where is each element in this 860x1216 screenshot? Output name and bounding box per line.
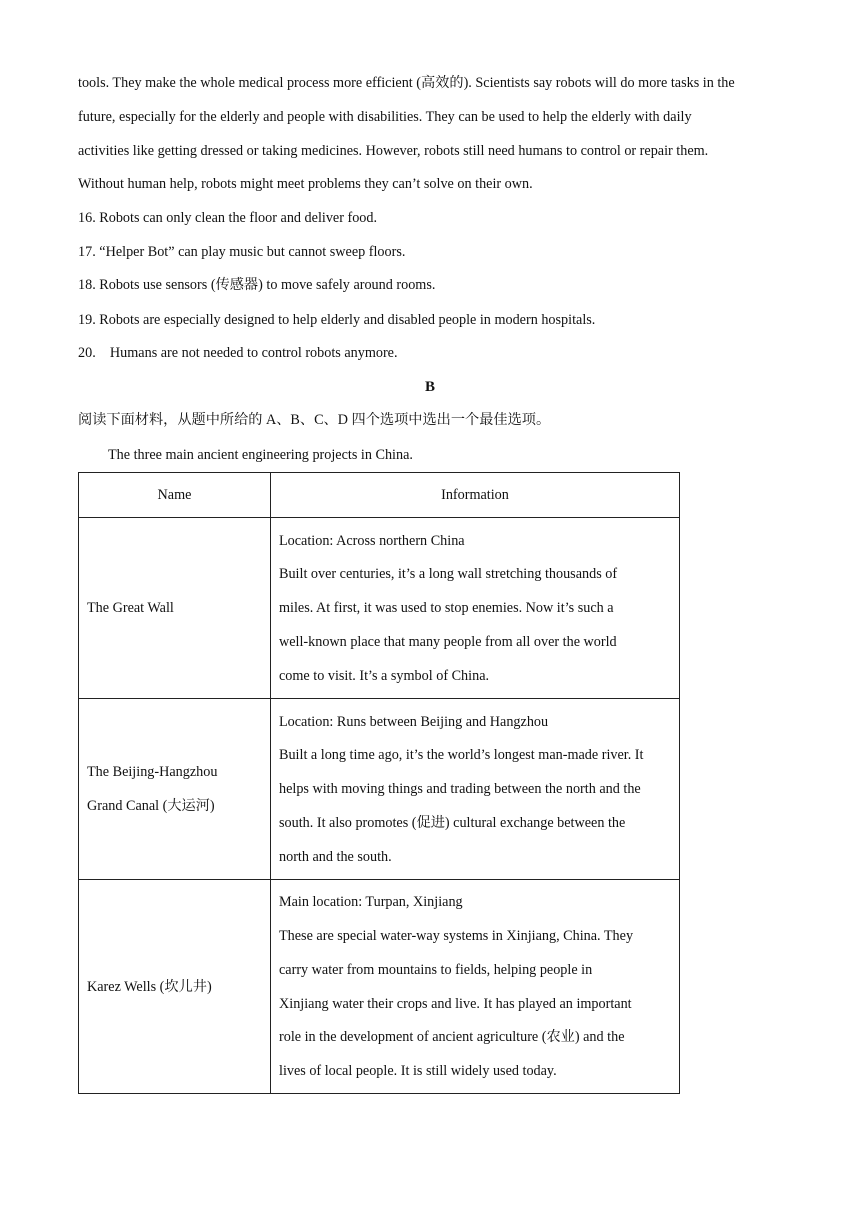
info-line: Location: Runs between Beijing and Hangzhou: [279, 713, 549, 730]
statement-18: 18. Robots use sensors (传感器) to move safely around rooms.: [78, 277, 436, 293]
info-line: These are special water-way systems in Xinjiang, China. They: [279, 927, 634, 944]
passage-line: activities like getting dressed or taking medicines. However, robots still need humans to control or repair them.: [78, 143, 709, 159]
info-line: Main location: Turpan, Xinjiang: [279, 894, 463, 911]
statement-19: 19. Robots are especially designed to help elderly and disabled people in modern hospitals.: [78, 312, 596, 328]
table-header-row: [79, 473, 680, 518]
info-line: helps with moving things and trading between the north and the: [279, 781, 641, 798]
info-line: Built a long time ago, it’s the world’s longest man-made river. It: [279, 747, 644, 764]
passage-line: Without human help, robots might meet problems they can’t solve on their own.: [78, 176, 533, 192]
section-heading: B: [424, 379, 435, 395]
info-line: carry water from mountains to fields, helping people in: [279, 961, 593, 978]
table-row: [79, 880, 680, 1094]
row-info-cell: [271, 699, 680, 880]
project-name: The Beijing-Hangzhou: [87, 764, 218, 781]
project-name: The Great Wall: [87, 600, 174, 617]
info-line: Location: Across northern China: [279, 532, 465, 549]
info-line: come to visit. It’s a symbol of China.: [279, 667, 490, 684]
info-line: lives of local people. It is still widely used today.: [279, 1063, 557, 1080]
info-line: south. It also promotes (促进) cultural exchange between the: [279, 814, 626, 831]
statement-16: 16. Robots can only clean the floor and deliver food.: [78, 210, 378, 226]
project-name: Karez Wells (坎儿井): [87, 978, 212, 995]
info-line: well-known place that many people from all over the world: [279, 633, 617, 650]
passage-line: tools. They make the whole medical process more efficient (高效的). Scientists say robots will do more tasks in the: [78, 75, 735, 91]
table-row: [79, 699, 680, 880]
statement-20: 20. Humans are not needed to control robots anymore.: [78, 345, 398, 361]
section-instruction: 阅读下面材料，从题中所给的 A、B、C、D 四个选项中选出一个最佳选项。: [78, 412, 551, 428]
projects-table: [78, 472, 680, 1094]
info-line: Xinjiang water their crops and live. It has played an important: [279, 995, 632, 1012]
header-name: Name: [79, 473, 271, 518]
info-line: role in the development of ancient agriculture (农业) and the: [279, 1029, 625, 1046]
info-line: north and the south.: [279, 848, 392, 865]
info-line: miles. At first, it was used to stop enemies. Now it’s such a: [279, 600, 614, 617]
table-intro: The three main ancient engineering projects in China.: [108, 447, 413, 463]
passage-line: future, especially for the elderly and people with disabilities. They can be used to help the elderly with daily: [78, 109, 692, 125]
row-info-cell: [271, 518, 680, 699]
info-line: Built over centuries, it’s a long wall stretching thousands of: [279, 566, 618, 583]
statement-17: 17. “Helper Bot” can play music but cannot sweep floors.: [78, 244, 406, 260]
project-name: Grand Canal (大运河): [87, 798, 215, 814]
table-row: [79, 518, 680, 699]
row-name-cell: [79, 880, 271, 1094]
row-name-cell: [79, 518, 271, 699]
row-name-cell: [79, 699, 271, 880]
header-information: Information: [271, 473, 680, 518]
row-info-cell: [271, 880, 680, 1094]
